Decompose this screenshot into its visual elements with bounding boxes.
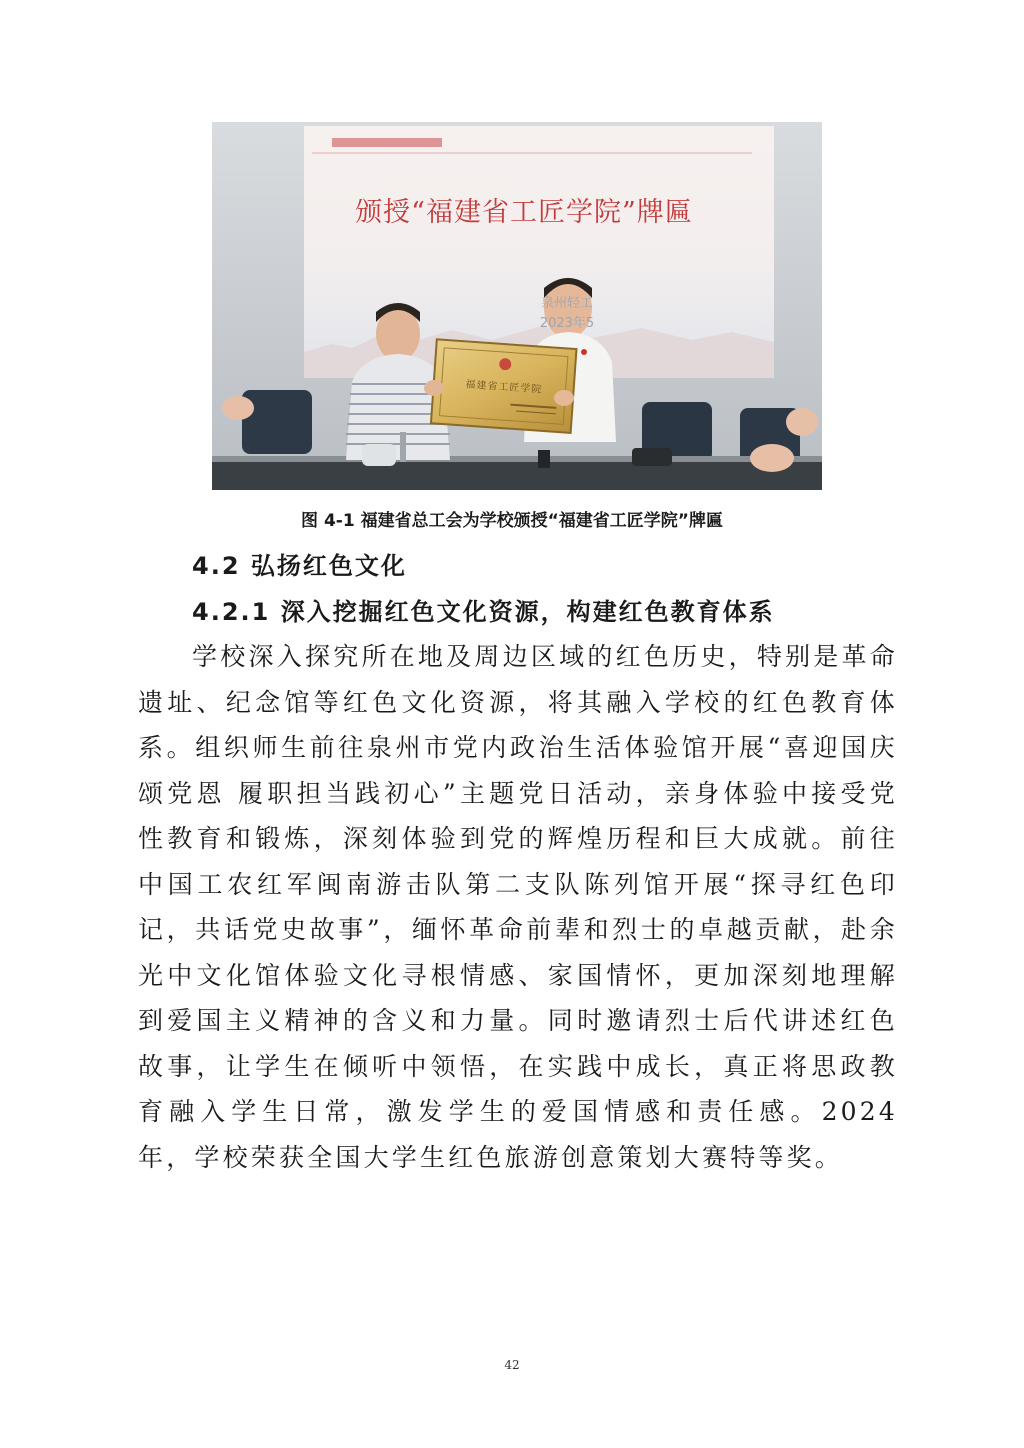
screen-title: 颁授“福建省工匠学院”牌匾 [355, 197, 693, 228]
plaque-text: 福建省工匠学院 [465, 379, 543, 396]
body-paragraph: 学校深入探究所在地及周边区域的红色历史，特别是革命遗址、纪念馆等红色文化资源，将其融入学校的红色教育体系。组织师生前往泉州市党内政治生活体验馆开展“喜迎国庆颂党恩 履职担当践初心”主题党日活动，亲身体验中接受党性教育和锻炼，深刻体验到党的辉煌历程和巨大成就。前往中国工农红军闽南游击队第二支队陈列馆开展“探寻红色印记，共话党史故事”，缅怀革命前辈和烈士的卓越贡献，赴余光中文化馆体验文化寻根情感、家国情怀，更加深刻地理解到爱国主义精神的含义和力量。同时邀请烈士后代讲述红色故事，让学生在倾听中领悟，在实践中成长，真正将思政教育融入学生日常，激发学生的爱国情感和责任感。2024 年，学校荣获全国大学生红色旅游创意策划大赛特等奖。 [138, 642, 898, 1172]
subsection-heading: 4.2.1 深入挖掘红色文化资源，构建红色教育体系 [192, 598, 775, 626]
page-number: 42 [504, 1358, 520, 1372]
screen-subtitle-line2: 2023年5 [539, 316, 595, 331]
figure-caption: 图 4-1 福建省总工会为学校颁授“福建省工匠学院”牌匾 [301, 511, 723, 531]
section-heading: 4.2 弘扬红色文化 [192, 552, 407, 580]
body-text [138, 634, 898, 1180]
screen-subtitle-line1: 泉州轻工 [540, 296, 593, 311]
ceremony-photo [212, 122, 822, 490]
